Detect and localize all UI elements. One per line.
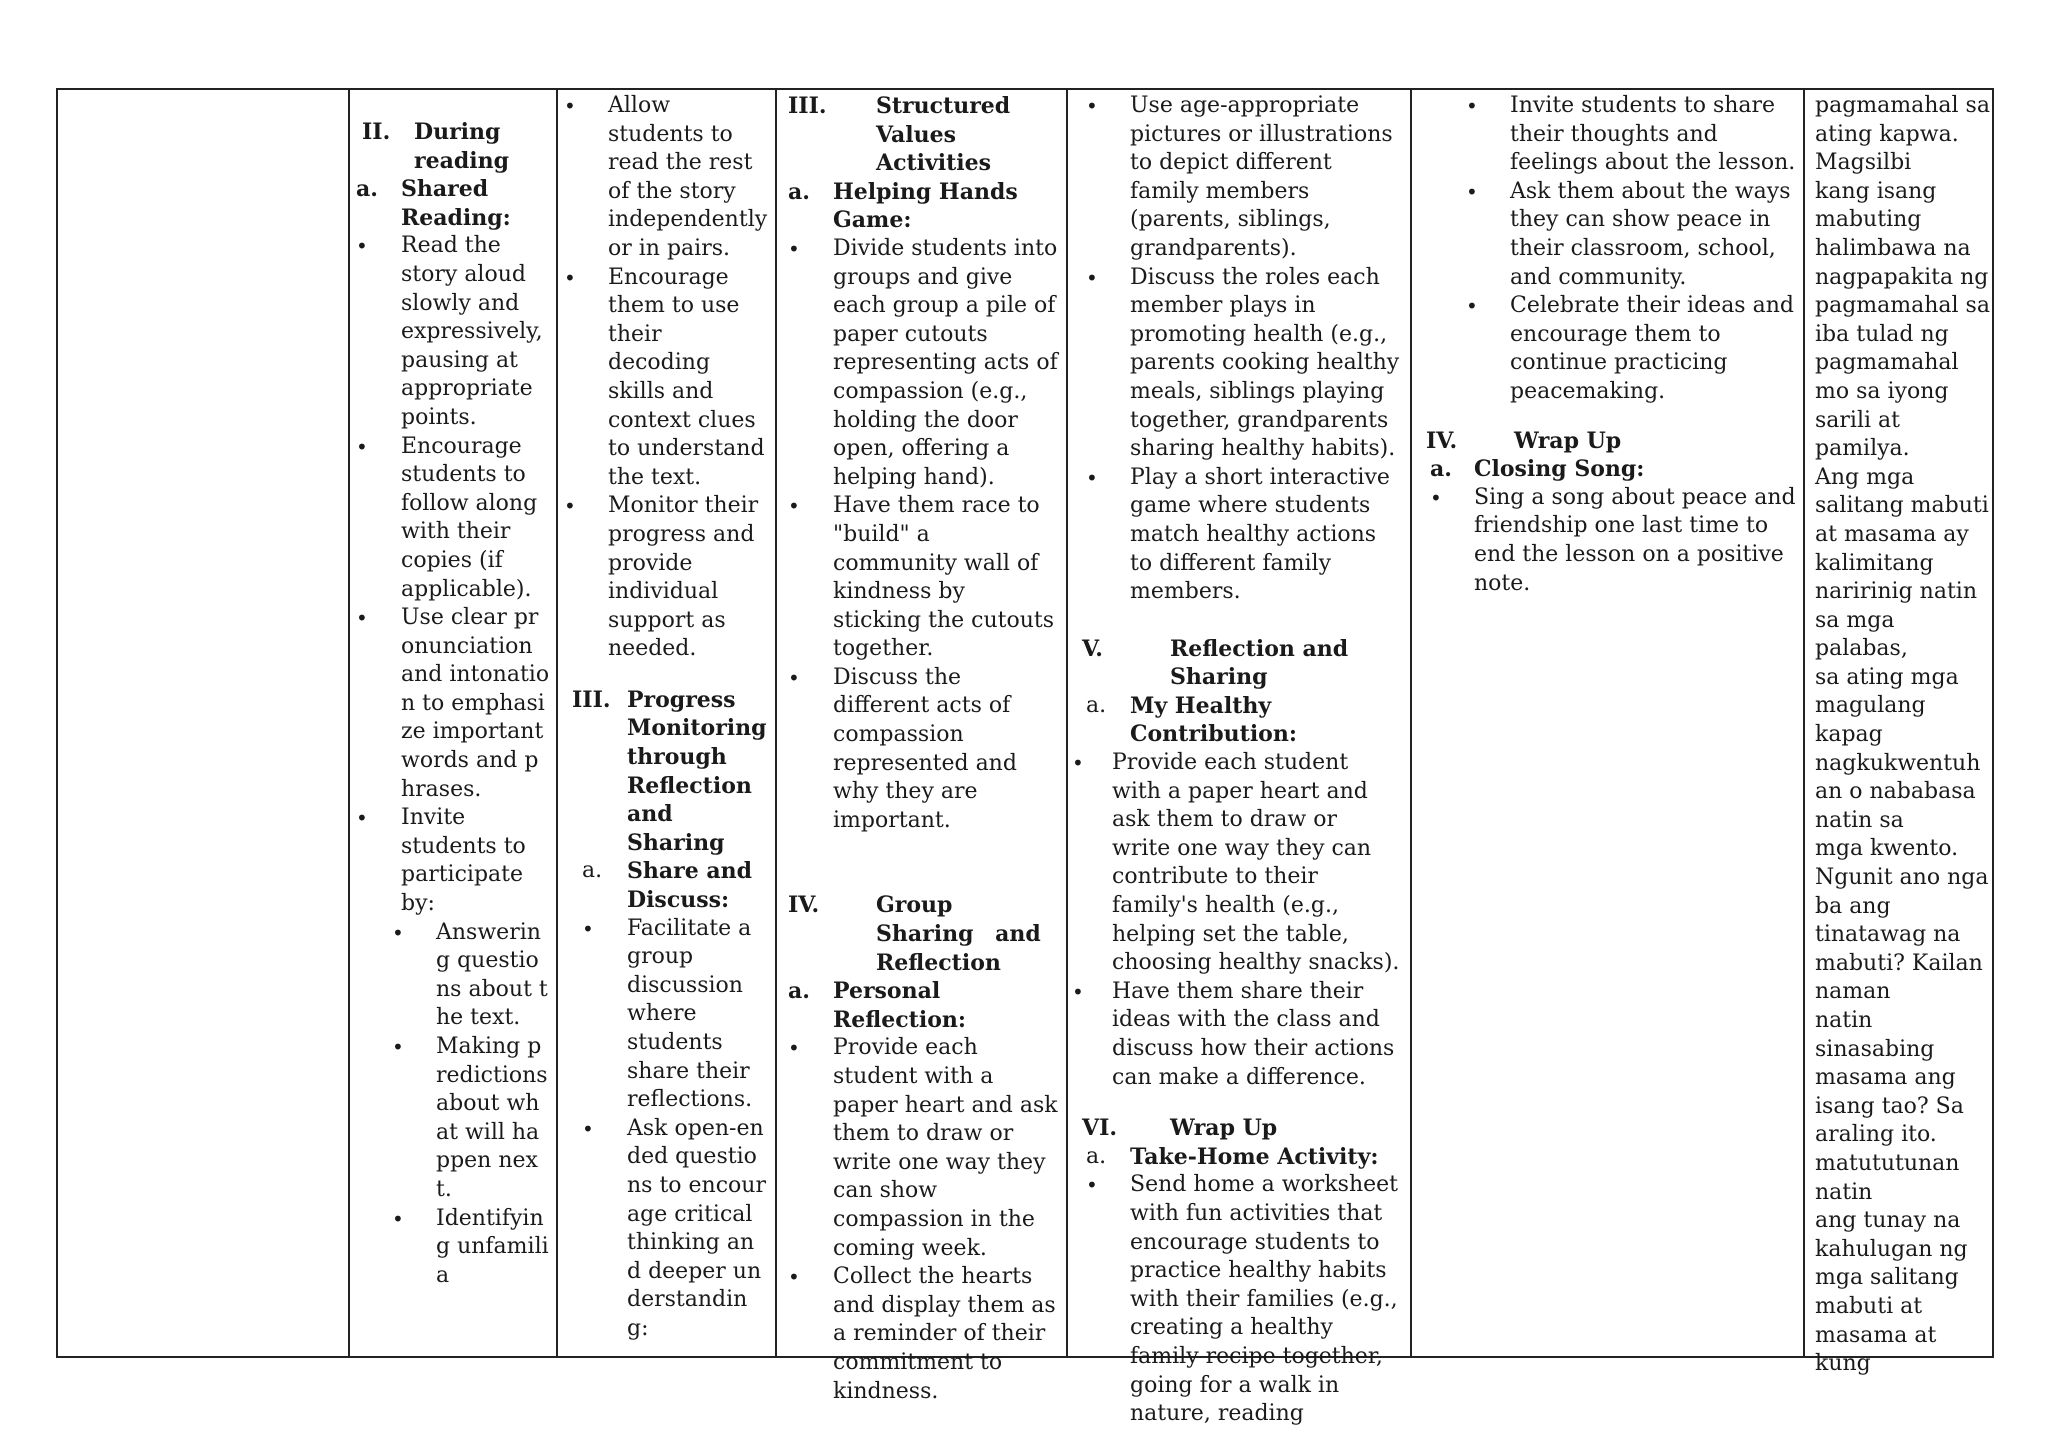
sub-list-item: • Making predictions about what will happen next.: [356, 1033, 550, 1205]
section-heading: II. During reading: [362, 119, 509, 174]
subsection-heading: a. Helping Hands Game:: [788, 178, 1018, 234]
list-item: • Provide each student with a paper heart and ask them to draw or write one way they can contribute to their family's health (e.g., helping set the table, choosing healthy snacks).: [1072, 749, 1402, 978]
list-item: • Ask open-ended questions to encourage critical thinking and deeper understanding:: [564, 1115, 766, 1344]
column-divider: [556, 88, 558, 1358]
list-item: • Use clear pronunciation and intonation to emphasize important words and phrases.: [356, 604, 550, 804]
list-item: • Invite students to participate by:: [356, 804, 550, 918]
column-peace-wrap-up: [1426, 92, 1796, 1352]
list-item: • Collect the hearts and display them as a reminder of their commitment to kindness.: [788, 1263, 1058, 1406]
sub-list-item: • Identifying unfamilia: [356, 1205, 550, 1291]
column-values-activities: [788, 92, 1058, 1404]
list-item: • Read the story aloud slowly and expressively, pausing at appropriate points.: [356, 232, 550, 432]
list-item: • Use age-appropriate pictures or illustrations to depict different family members (parents, siblings, grandparents).: [1072, 92, 1402, 264]
sub-list-item: • Answering questions about the text.: [356, 919, 550, 1033]
list-item: • Monitor their progress and provide individual support as needed.: [564, 492, 766, 664]
section-heading: IV. Wrap Up: [1426, 427, 1622, 454]
list-item: • Encourage students to follow along with their copies (if applicable).: [356, 433, 550, 605]
column-divider: [348, 88, 350, 1358]
list-item: • Have them race to "build" a community wall of kindness by sticking the cutouts together.: [788, 492, 1058, 664]
list-item: • Divide students into groups and give each group a pile of paper cutouts representing acts of compassion (e.g., holding the door open, offering a helping hand).: [788, 235, 1058, 492]
list-item: • Sing a song about peace and friendship one last time to end the lesson on a positive note.: [1426, 484, 1796, 598]
section-heading: III. Progress Monitoring through Reflection and Sharing: [572, 686, 767, 856]
list-item: • Play a short interactive game where students match healthy actions to different family members.: [1072, 464, 1402, 607]
column-divider: [1803, 88, 1805, 1358]
column-divider: [1066, 88, 1068, 1358]
subsection-heading: a. Shared Reading:: [356, 176, 511, 231]
list-item: • Ask them about the ways they can show peace in their classroom, school, and community.: [1426, 178, 1796, 292]
list-item: • Encourage them to use their decoding skills and context clues to understand the text.: [564, 264, 766, 493]
list-item: • Facilitate a group discussion where students share their reflections.: [564, 915, 766, 1115]
column-filipino-text: pagmamahal sa ating kapwa. Magsilbi kang isang mabuting halimbawa na nagpapakita ng pagmamahal sa iba tulad ng pagmamahal mo sa iyong sarili at pamilya. Ang mga salitang mabuti at masama ay kalimitang naririnig natin sa mga palabas, sa ating mga magulang kapag nagkukwentuh an o nababasa natin sa mga kwento. Ngunit ano nga ba ang tinatawag na mabuti? Kailan naman natin sinasabing masama ang isang tao? Sa araling ito. matututunan natin ang tunay na kahulugan ng mga salitang mabuti at masama at kung: [1815, 93, 1990, 1377]
column-progress-monitoring: [564, 92, 766, 1352]
section-heading: III. Structured Values Activities: [788, 93, 1011, 177]
subsection-heading: a. Closing Song:: [1430, 456, 1645, 483]
section-heading: VI. Wrap Up: [1082, 1115, 1278, 1142]
subsection-heading: a. Personal Reflection:: [788, 978, 966, 1033]
section-heading: V. Reflection and Sharing: [1082, 635, 1349, 691]
list-item: • Allow students to read the rest of the story independently or in pairs.: [564, 92, 766, 264]
list-item: • Invite students to share their thoughts and feelings about the lesson.: [1426, 92, 1796, 178]
column-during-reading: [356, 92, 550, 1352]
column-divider: [775, 88, 777, 1358]
subsection-heading: a. Share and Discuss:: [582, 858, 753, 914]
subsection-heading: a. My Healthy Contribution:: [1086, 692, 1297, 748]
list-item: • Discuss the roles each member plays in promoting health (e.g., parents cooking healthy meals, siblings playing together, grandparents sharing healthy habits).: [1072, 264, 1402, 464]
list-item: • Celebrate their ideas and encourage them to continue practicing peacemaking.: [1426, 292, 1796, 406]
list-item: • Discuss the different acts of compassion represented and why they are important.: [788, 664, 1058, 836]
list-item: • Provide each student with a paper heart and ask them to draw or write one way they can show compassion in the coming week.: [788, 1034, 1058, 1263]
section-heading: IV. Group Sharing and Reflection: [788, 892, 1041, 976]
list-item: • Send home a worksheet with fun activities that encourage students to practice healthy habits with their families (e.g., creating a healthy family recipe together, going for a walk in nature, reading: [1072, 1171, 1402, 1428]
list-item: • Have them share their ideas with the class and discuss how their actions can make a difference.: [1072, 978, 1402, 1092]
column-divider: [1410, 88, 1412, 1358]
subsection-heading: a. Take-Home Activity:: [1086, 1143, 1379, 1170]
column-family-health: [1072, 92, 1402, 1427]
